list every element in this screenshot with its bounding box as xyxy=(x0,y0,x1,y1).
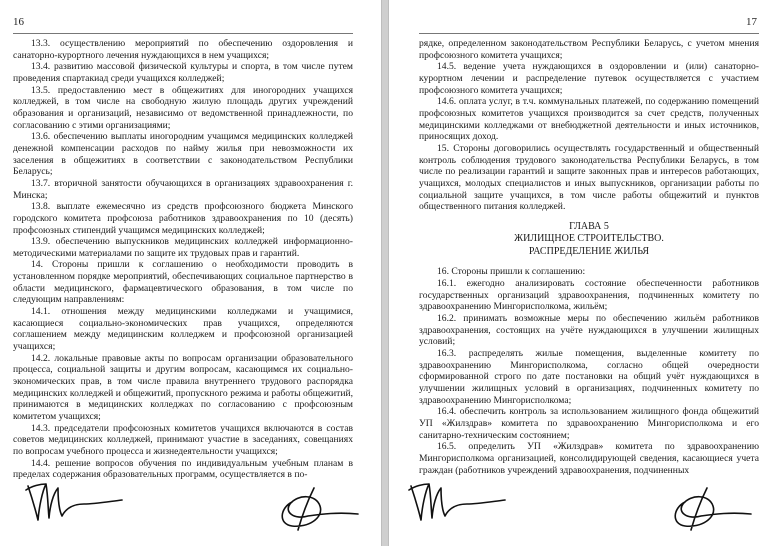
chapter-subtitle: РАСПРЕДЕЛЕНИЕ ЖИЛЬЯ xyxy=(528,245,650,257)
paragraph: 15. Стороны договорились осуществлять государственный и общественный контроль соблюдения трудового законодательства Республики Беларусь, в том числе по реализации гарантий и защите законных прав и интересов работающих, учащихся, молодых специалистов и иных выпускников, организации работы по социальной защите учащихся, в том числе работы общежитий и пунктов общественного питания колледжей. xyxy=(419,142,759,213)
page-number: 17 xyxy=(746,16,757,28)
header-rule xyxy=(419,33,759,34)
chapter-title: ЖИЛИЩНОЕ СТРОИТЕЛЬСТВО. xyxy=(514,233,664,245)
paragraph: 14.3. председатели профсоюзных комитетов учащихся включаются в состав советов медицинских колледжей, принимают участие в заседаниях, совещаниях по вопросам учебного процесса и жизнедеятельности учащихся; xyxy=(13,422,353,457)
left-page xyxy=(0,0,382,546)
header-rule xyxy=(13,33,353,34)
chapter-number: ГЛАВА 5 xyxy=(569,220,609,232)
page-text xyxy=(13,38,353,481)
paragraph: 16.5. определить УП «Жилздрав» комитета по здравоохранению Мингорисполкома организацией, консолидирующей сведения, касающиеся учета граждан (работников учреждений здравоохранения, подчиненных xyxy=(419,441,759,476)
paragraph: 13.5. предоставлению мест в общежитиях для иногородних учащихся колледжей, в том числе на свободную жилую площадь других учреждений образования и организаций, независимо от ведомственной принадлежности, по согласованию с этими организациями; xyxy=(13,84,353,131)
paragraph: 13.9. обеспечению выпускников медицинских колледжей информационно-методическими материалами по защите их трудовых прав и гарантий. xyxy=(13,236,353,259)
chapter-heading xyxy=(419,221,759,259)
paragraph: 14.1. отношения между медицинскими колледжами и учащимися, касающиеся социально-экономических прав учащихся, определяются соглашением между медицинским колледжем и профсоюзной организацией учащихся; xyxy=(13,306,353,353)
paragraph: 13.3. осуществлению мероприятий по обеспечению оздоровления и санаторно-курортного лечения нуждающихся в нем учащихся; xyxy=(13,38,353,61)
paragraph: 16.1. ежегодно анализировать состояние обеспеченности работников государственных организаций здравоохранения, подчиненных комитету по здравоохранению Мингорисполкома, жильём; xyxy=(419,278,759,313)
handwritten-signature-left xyxy=(22,478,132,526)
handwritten-signature-right xyxy=(268,482,364,534)
paragraph: 14.2. локальные правовые акты по вопросам организации образовательного процесса, социальной защиты и другим вопросам, касающимся их социально-экономических прав, в том числе правила внутреннего трудового распорядка медицинских колледжей и общежитий, пропускного режима и работы общежитий, принимаются в медицинских колледжах по согласованию с профсоюзным комитетом учащихся; xyxy=(13,352,353,422)
paragraph: 14.4. решение вопросов обучения по индивидуальным учебным планам в пределах содержания образовательных программ, осуществляется в по- xyxy=(13,457,353,481)
paragraph: 14. Стороны пришли к соглашению о необходимости проводить в установленном порядке мероприятий, обеспечивающих социальное партнерство в области медицинского, фармацевтического образования, в том числе по следующим направлениям: xyxy=(13,259,353,306)
paragraph: 13.4. развитию массовой физической культуры и спорта, в том числе путем проведения спартакиад среди учащихся колледжей; xyxy=(13,61,353,84)
paragraph: 13.6. обеспечению выплаты иногородним учащимся медицинских колледжей денежной компенсации расходов по найму жилья при невозможности их заселения в общежитиях в соответствии с законодательством Республики Беларусь; xyxy=(13,131,353,178)
page-number: 16 xyxy=(13,16,24,28)
handwritten-signature-right xyxy=(661,482,757,534)
paragraph: рядке, определенном законодательством Республики Беларусь, с учетом мнения профсоюзного комитета учащихся; xyxy=(419,38,759,61)
handwritten-signature-left xyxy=(405,478,515,526)
paragraph: 14.5. ведение учета нуждающихся в оздоровлении и (или) санаторно-курортном лечении и распределение путевок осуществляется с участием профсоюзного комитета учащихся; xyxy=(419,61,759,96)
paragraph: 16. Стороны пришли к соглашению: xyxy=(437,266,586,278)
paragraph: 13.8. выплате ежемесячно из средств профсоюзного бюджета Минского городского комитета профсоюза работников здравоохранения по 10 (десять) профсоюзных стипендий учащимся медицинских колледжей; xyxy=(13,201,353,236)
page-text xyxy=(419,38,759,476)
paragraph: 14.6. оплата услуг, в т.ч. коммунальных платежей, по содержанию помещений профсоюзных комитетов учащихся производится за счет средств, полученных медицинскими колледжами от внебюджетной деятельности и иных источников, приносящих доход. xyxy=(419,96,759,143)
paragraph: 16.4. обеспечить контроль за использованием жилищного фонда общежитий УП «Жилздрав» комитета по здравоохранению Мингорисполкома и его санитарно-техническим состоянием; xyxy=(419,406,759,441)
paragraph: 16.2. принимать возможные меры по обеспечению жильём работников здравоохранения, состоящих на учёте нуждающихся в улучшении жилищных условий; xyxy=(419,312,759,348)
paragraph: 16.3. распределять жилые помещения, выделенные комитету по здравоохранению Мингорисполкома, согласно общей очередности сформированной строго по дате постановки на общий учёт нуждающихся в улучшении жилищных условий в организациях, подчиненных комитету по здравоохранению Мингорисполкома; xyxy=(419,347,759,406)
paragraph: 13.7. вторичной занятости обучающихся в организациях здравоохранения г. Минска; xyxy=(13,177,353,201)
right-page xyxy=(388,0,770,546)
